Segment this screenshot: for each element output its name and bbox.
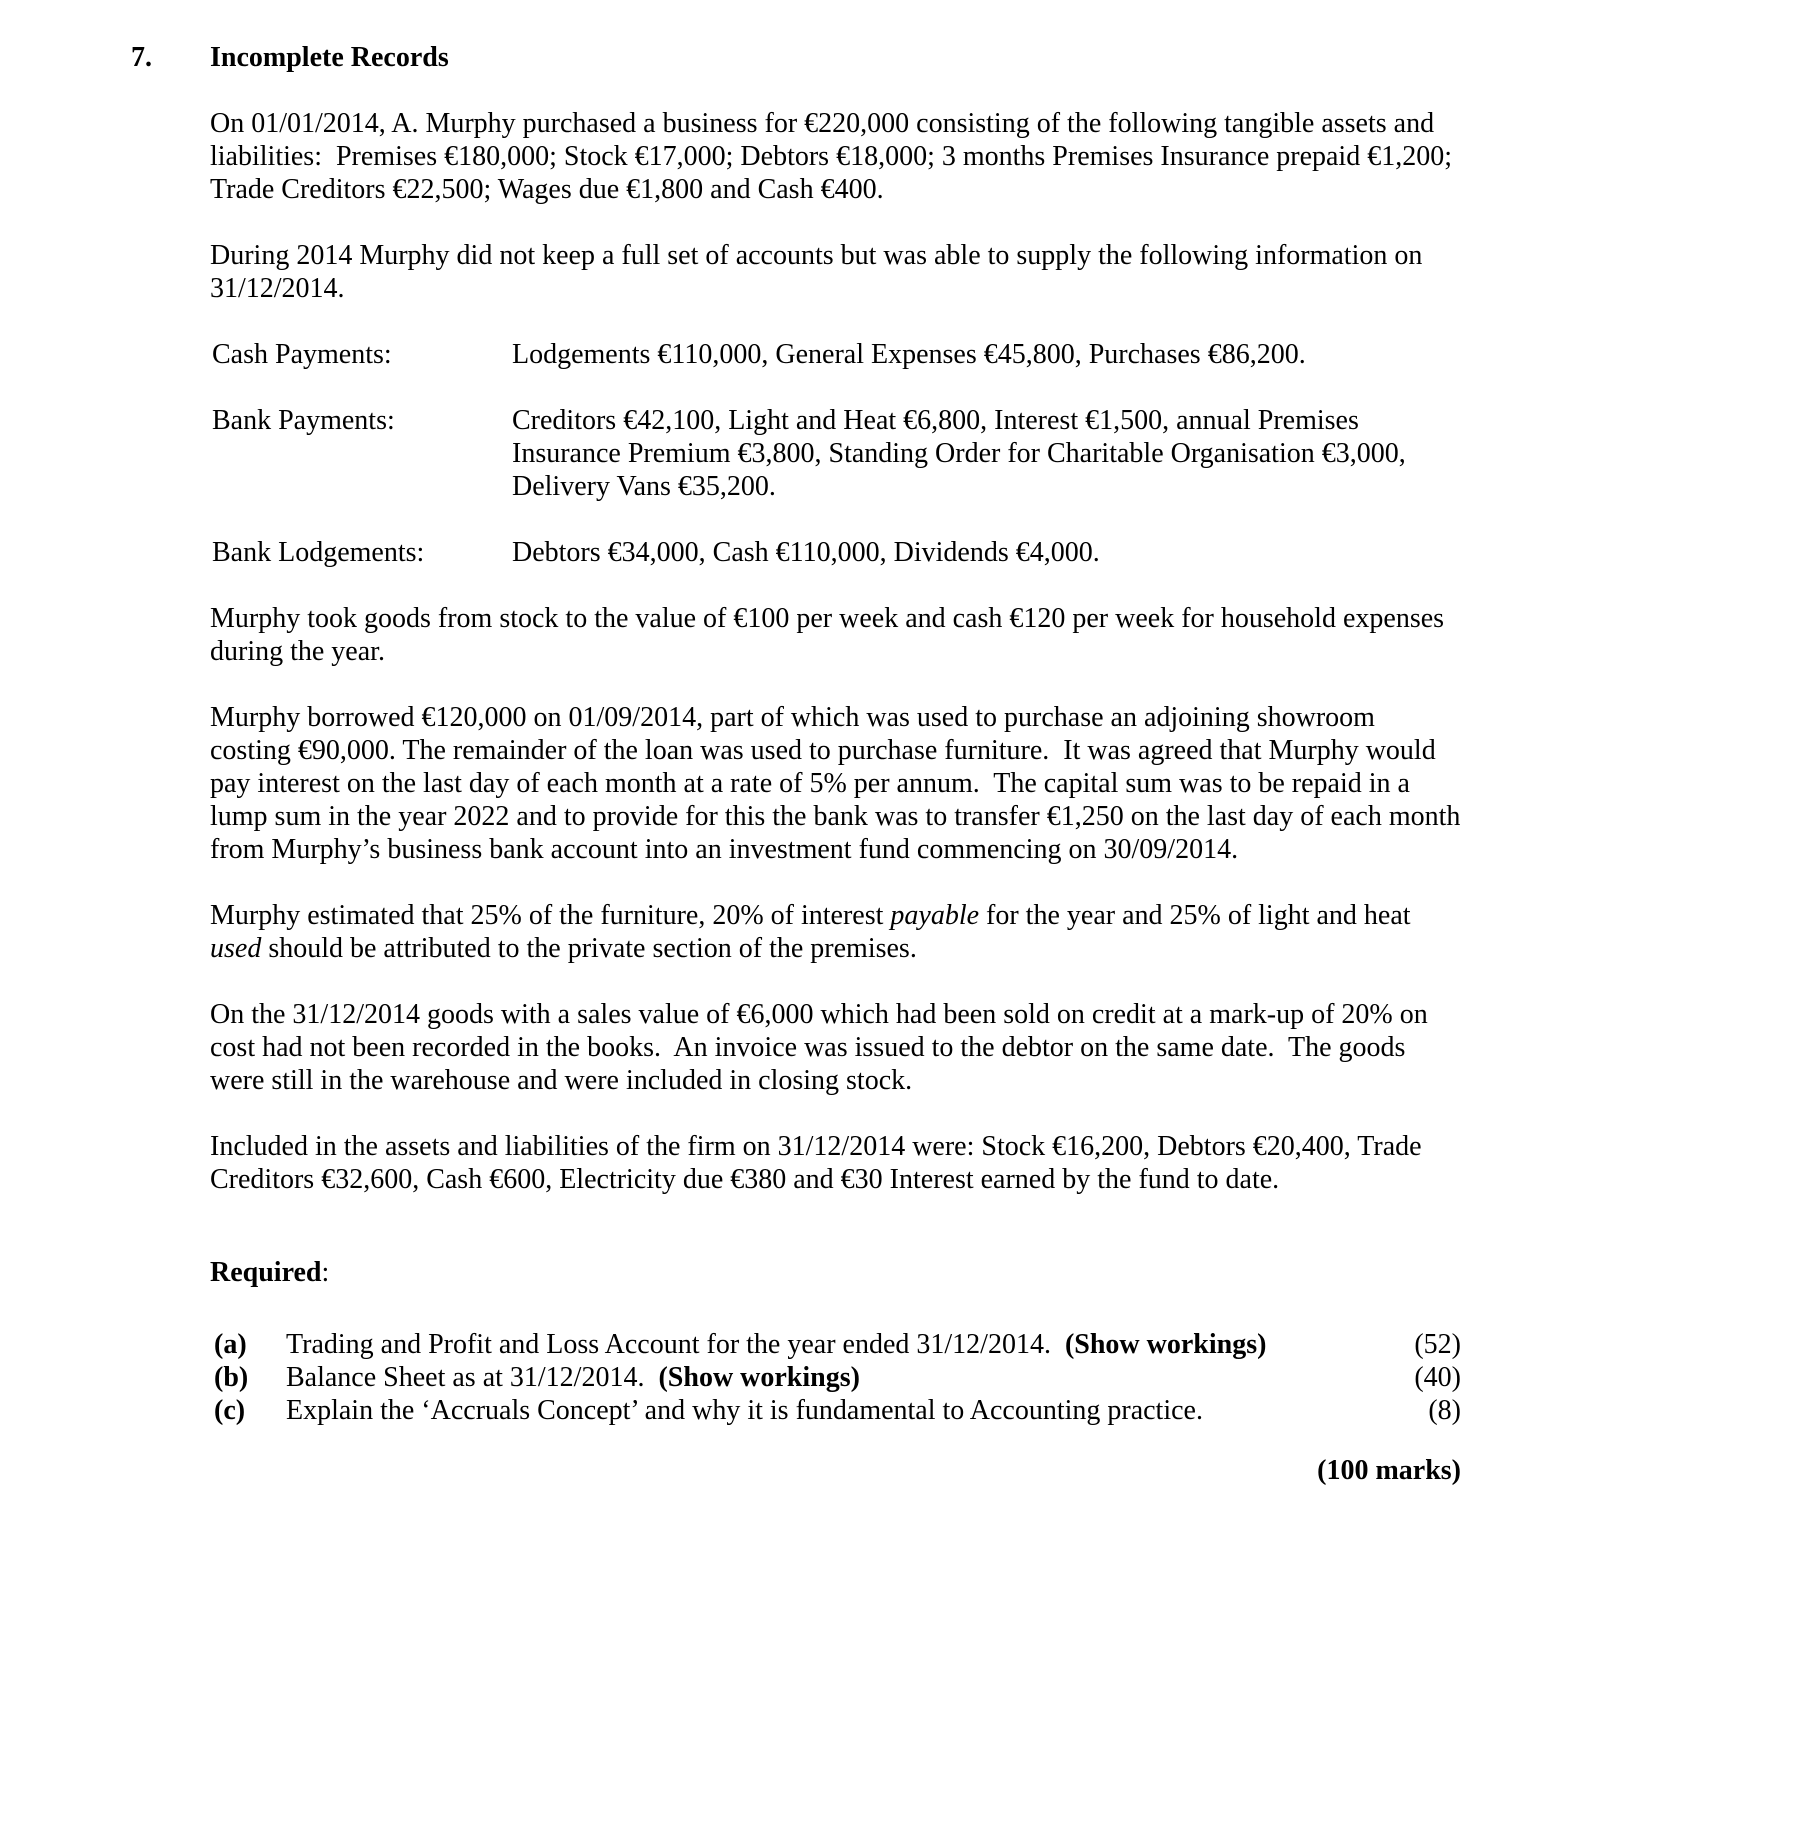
bank-payments-row: [212, 404, 1461, 503]
intro-paragraph-1: On 01/01/2014, A. Murphy purchased a business for €220,000 consisting of the following tangible assets and liabilities: Premises €180,000; Stock €17,000; Debtors €18,000; 3 months Premises Insurance prepaid €1,200; Trade Creditors €22,500; Wages due €1,800 and Cash €400.: [210, 108, 1459, 205]
estimate-text-1: Murphy estimated that 25% of the furniture, 20% of interest: [210, 900, 891, 931]
total-marks: (100 marks): [1317, 1455, 1461, 1486]
estimate-text-2: for the year and 25% of light and heat: [979, 900, 1418, 931]
question-number: 7.: [131, 42, 152, 73]
question-title: Incomplete Records: [210, 42, 449, 73]
estimate-text-3: should be attributed to the private section of the premises.: [261, 933, 917, 964]
required-item-a-body: Trading and Profit and Loss Account for the year ended 31/12/2014.: [286, 1329, 1065, 1360]
required-item-a-show-workings: (Show workings): [1064, 1329, 1267, 1360]
required-item-b-letter: (b): [214, 1362, 249, 1393]
required-heading-colon: :: [321, 1257, 330, 1288]
required-item-a-marks: (52): [1414, 1329, 1461, 1360]
required-heading-word: Required: [210, 1257, 322, 1288]
bank-payments-detail: Creditors €42,100, Light and Heat €6,800, Interest €1,500, annual Premises Insurance Premium €3,800, Standing Order for Charitable Organisation €3,000, Delivery Vans €35,200.: [512, 405, 1413, 502]
closing-balances-paragraph: Included in the assets and liabilities of the firm on 31/12/2014 were: Stock €16,200, Debtors €20,400, Trade Creditors €32,600, Cash €600, Electricity due €380 and €30 Interest earned by the fund to date.: [210, 1131, 1429, 1195]
required-item-c-body: Explain the ‘Accruals Concept’ and why it is fundamental to Accounting practice.: [286, 1395, 1203, 1426]
required-item-c-text: [286, 1394, 1381, 1427]
required-item-b-text: [286, 1361, 1381, 1394]
loan-paragraph: Murphy borrowed €120,000 on 01/09/2014, part of which was used to purchase an adjoining showroom costing €90,000. The remainder of the loan was used to purchase furniture. It was agreed that Murphy would pay interest on the last day of each month at a rate of 5% per annum. The capital sum was to be repaid in a lump sum in the year 2022 and to provide for this the bank was to transfer €1,250 on the last day of each month from Murphy’s business bank account into an investment fund commencing on 30/09/2014.: [210, 702, 1468, 865]
question-heading: [131, 41, 1461, 74]
required-item-c-marks: (8): [1428, 1395, 1461, 1426]
estimate-italic-payable: payable: [890, 900, 980, 931]
intro-paragraph-2: During 2014 Murphy did not keep a full set of accounts but was able to supply the following information on 31/12/2014.: [210, 240, 1430, 304]
required-item-b: [214, 1361, 1461, 1394]
required-item-a-letter: (a): [214, 1329, 247, 1360]
bank-lodgements-label: Bank Lodgements:: [212, 537, 425, 568]
drawings-paragraph: Murphy took goods from stock to the value of €100 per week and cash €120 per week for household expenses during the year.: [210, 603, 1452, 667]
required-items-list: [214, 1328, 1461, 1427]
bank-payments-label: Bank Payments:: [212, 405, 395, 436]
estimate-italic-used: used: [210, 933, 262, 964]
required-item-b-marks: (40): [1414, 1362, 1461, 1393]
cash-payments-label: Cash Payments:: [212, 339, 392, 370]
required-heading: [210, 1256, 1461, 1289]
required-item-b-show-workings: (Show workings): [658, 1362, 860, 1393]
required-item-b-body: Balance Sheet as at 31/12/2014.: [286, 1362, 659, 1393]
unrecorded-sale-paragraph: On the 31/12/2014 goods with a sales value of €6,000 which had been sold on credit at a mark-up of 20% on cost had not been recorded in the books. An invoice was issued to the debtor on the same date. The goods were still in the warehouse and were included in closing stock.: [210, 999, 1435, 1096]
required-item-a: [214, 1328, 1461, 1361]
cash-payments-row: [212, 338, 1461, 371]
required-item-c-letter: (c): [214, 1395, 246, 1426]
bank-lodgements-row: [212, 536, 1461, 569]
bank-lodgements-detail: Debtors €34,000, Cash €110,000, Dividends €4,000.: [512, 537, 1100, 568]
cash-payments-detail: Lodgements €110,000, General Expenses €45,800, Purchases €86,200.: [512, 339, 1306, 370]
estimate-paragraph: [210, 899, 1461, 965]
required-item-c: [214, 1394, 1461, 1427]
required-item-a-text: [286, 1328, 1381, 1361]
